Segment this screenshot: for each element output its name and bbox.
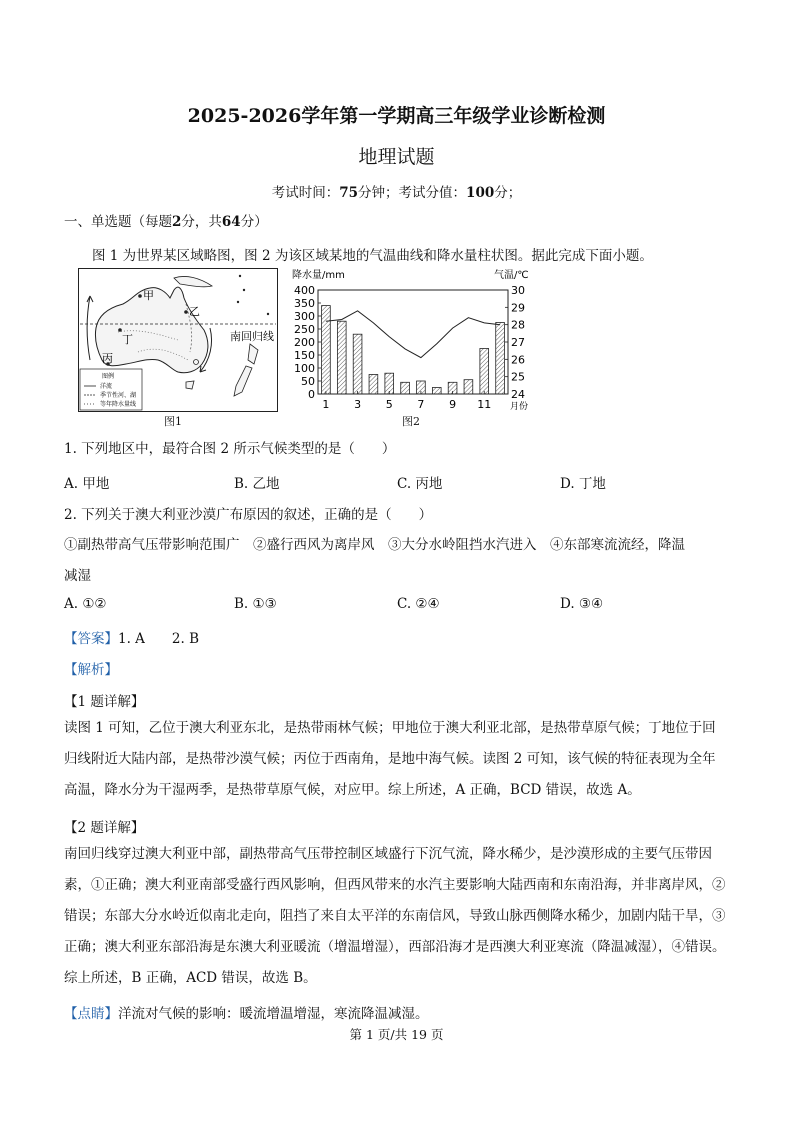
x-tick-label: 5 [385, 398, 393, 411]
y-left-tick-label: 50 [301, 375, 315, 388]
exam-time-label: 考试时间： [271, 185, 340, 201]
y-left-tick-label: 0 [308, 388, 315, 401]
answer-text: 1. A 2. B [118, 631, 200, 647]
precip-bars [322, 306, 505, 394]
y-left-ticks [294, 284, 321, 401]
map-label-yi: 乙 [189, 305, 200, 318]
q2-option-d: D. ③④ [560, 596, 604, 612]
legend-current: 洋流 [100, 383, 113, 390]
subject-title: 地理试题 [358, 146, 435, 168]
q2-stem: 2. 下列关于澳大利亚沙漠广布原因的叙述，正确的是（ ） [64, 507, 433, 523]
answer-line [64, 627, 199, 647]
place-marker-jia [138, 294, 142, 298]
y-left-tick-label: 200 [294, 336, 315, 349]
figure2-caption: 图2 [402, 415, 420, 428]
map-label-tropic: 南回归线 [230, 330, 274, 343]
y-right-tick-label: 27 [511, 336, 525, 349]
island-dot [239, 275, 241, 277]
page-footer: 第 1 页/共 19 页 [349, 1027, 444, 1042]
figure1-caption: 图1 [164, 415, 182, 428]
exam-score-unit: 分； [494, 185, 522, 201]
x-tick-label: 7 [417, 398, 425, 411]
map-label-jia: 甲 [143, 289, 154, 302]
y-right-label: 气温/℃ [494, 270, 529, 281]
place-marker-ding [118, 328, 122, 332]
x-tick-label: 1 [322, 398, 330, 411]
exam-score-label: 考试分值： [398, 185, 467, 201]
precip-bar [432, 388, 441, 395]
section-heading [64, 210, 268, 230]
island-dot [267, 313, 269, 315]
precip-bar [385, 373, 394, 394]
q1-option-b: B. 乙地 [234, 476, 280, 492]
region-map [78, 268, 278, 412]
exam-time-unit: 分钟； [358, 185, 399, 201]
climate-chart [288, 268, 532, 428]
q1-option-d: D. 丁地 [560, 476, 606, 492]
island-dot [243, 289, 245, 291]
legend-rivers: 季节性河、湖 [100, 392, 137, 399]
legend-title: 图例 [102, 373, 115, 380]
exam-score-value: 100 [466, 185, 495, 201]
x-tick-label: 11 [477, 398, 492, 411]
y-left-tick-label: 400 [294, 284, 315, 297]
precip-bar [401, 382, 410, 394]
q1-option-a: A. 甲地 [64, 476, 110, 492]
detail1-text: 读图 1 可知，乙位于澳大利亚东北，是热带雨林气候；甲地位于澳大利亚北部，是热带草原气候；丁地位于回归线附近大陆内部，是热带沙漠气候；丙位于西南角，是地中海气候。读图 2 可知，该气候的特征表现为全年高温，降水分为干湿两季，是热带草原气候，对应甲。综上所述，A 正确，BCD 错误，故选 A。 [64, 720, 716, 798]
section-heading-post: 分） [240, 214, 268, 230]
q2-statements-line2: 减湿 [64, 568, 91, 584]
y-left-tick-label: 250 [294, 323, 315, 336]
y-left-tick-label: 150 [294, 349, 315, 362]
x-tick-label: 9 [449, 398, 457, 411]
q2-option-a: A. ①② [64, 596, 107, 612]
precip-bar [480, 349, 489, 395]
tip-text: 洋流对气候的影响：暖流增温增湿，寒流降温减湿。 [118, 1006, 429, 1022]
q1-option-c: C. 丙地 [397, 476, 443, 492]
q1-stem: 1. 下列地区中，最符合图 2 所示气候类型的是（ ） [64, 441, 396, 457]
x-tick-label: 3 [354, 398, 362, 411]
detail2-text: 南回归线穿过澳大利亚中部，副热带高气压带控制区域盛行下沉气流，降水稀少，是沙漠形成的主要气压带因素，①正确；澳大利亚南部受盛行西风影响，但西风带来的水汽主要影响大陆西南和东南沿海，并非离岸风，②错误；东部大分水岭近似南北走向，阻挡了来自太平洋的东南信风，导致山脉西侧降水稀少，加剧内陆干旱，③正确；澳大利亚东部沿海是东澳大利亚暖流（增温增湿），西部沿海才是西澳大利亚寒流（降温减湿），④错误。综上所述，B 正确，ACD 错误，故选 B。 [64, 846, 726, 986]
legend-isoline: 等年降水量线 [100, 401, 137, 408]
map-label-bing: 丙 [102, 352, 113, 365]
intro-text: 图 1 为世界某区域略图，图 2 为该区域某地的气温曲线和降水量柱状图。据此完成下面小题。 [92, 248, 653, 264]
q2-option-c: C. ②④ [397, 596, 440, 612]
section-per-score: 2 [172, 214, 182, 230]
tip-line [64, 1002, 429, 1022]
exam-time-value: 75 [339, 185, 359, 201]
temperature-line [326, 311, 500, 358]
place-marker-yi [184, 310, 188, 314]
answer-tag: 【答案】 [64, 631, 118, 647]
q2-option-b: B. ①③ [234, 596, 277, 612]
y-left-tick-label: 300 [294, 310, 315, 323]
precip-bar [322, 306, 331, 394]
precip-bar [464, 380, 473, 394]
detail1-tag: 【1 题详解】 [64, 694, 145, 710]
page-title: 2025-2026学年第一学期高三年级学业诊断检测 [187, 105, 606, 127]
y-left-tick-label: 350 [294, 297, 315, 310]
section-heading-mid: 分，共 [181, 214, 222, 230]
island-dot [237, 301, 239, 303]
precip-bar [353, 334, 362, 394]
q2-statements-line1: ①副热带高气压带影响范围广 ②盛行西风为离岸风 ③大分水岭阻挡水汽进入 ④东部寒流流经，降温 [64, 537, 685, 553]
section-heading-pre: 一、单选题（每题 [64, 214, 172, 230]
precip-bar [337, 321, 346, 394]
x-label: 月份 [510, 402, 529, 412]
y-right-tick-label: 29 [511, 301, 525, 315]
y-right-tick-label: 30 [511, 284, 525, 297]
y-right-tick-label: 28 [511, 318, 525, 332]
exam-meta [0, 181, 793, 201]
y-right-tick-label: 24 [511, 388, 525, 401]
y-right-tick-label: 26 [511, 353, 525, 367]
section-total-score: 64 [221, 214, 241, 230]
precip-bar [369, 375, 378, 395]
y-left-label: 降水量/mm [292, 270, 345, 281]
detail2-tag: 【2 题详解】 [64, 820, 145, 836]
tip-tag: 【点睛】 [64, 1006, 118, 1022]
y-left-tick-label: 100 [294, 362, 315, 375]
precip-bar [496, 323, 505, 395]
analysis-tag: 【解析】 [64, 662, 118, 678]
map-label-ding: 丁 [122, 333, 133, 346]
y-right-tick-label: 25 [511, 370, 525, 384]
